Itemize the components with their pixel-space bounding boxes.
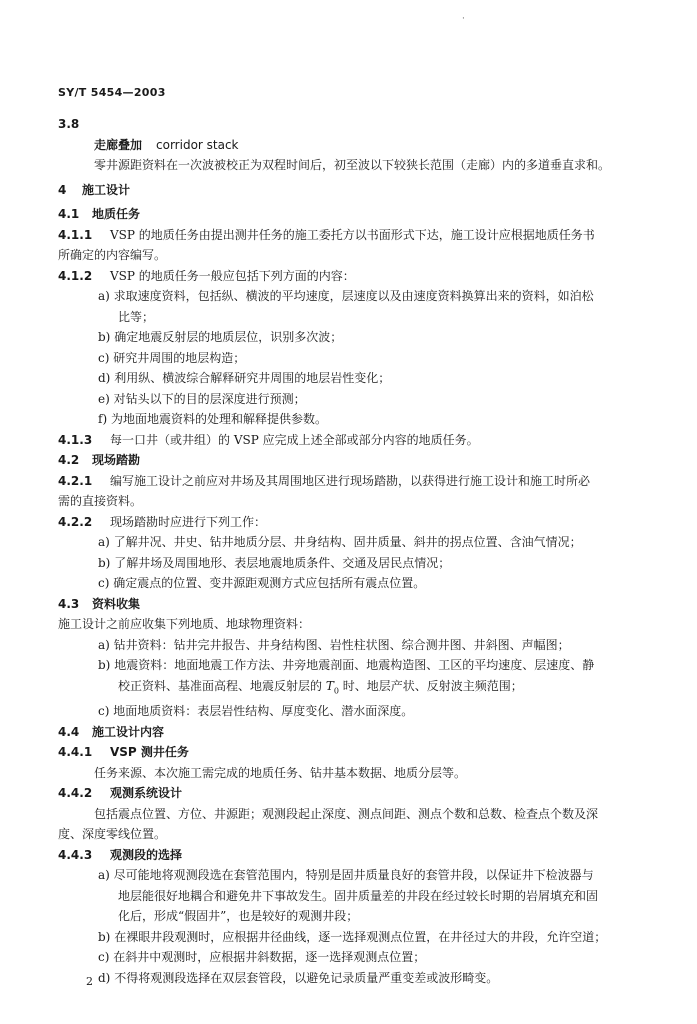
chapter-4-heading	[58, 180, 658, 201]
scan-mark: ·	[462, 14, 465, 24]
section-title: 现场踏勘	[92, 453, 141, 467]
chapter-number: 4	[58, 182, 67, 197]
list-item: a) 求取速度资料，包括纵、横波的平均速度，层速度以及由速度资料换算出来的资料，如泊松	[98, 289, 594, 303]
section-title: 资料收集	[92, 596, 141, 611]
term-english: corridor stack	[156, 137, 239, 152]
section-number: 4.4	[58, 724, 80, 739]
clause-4-1-2-lead	[58, 266, 658, 287]
page-number: 2	[86, 975, 93, 988]
term-chinese: 走廊叠加	[94, 137, 143, 152]
chapter-title: 施工设计	[82, 182, 131, 197]
standard-code-header: SY/T 5454—2003	[58, 86, 166, 99]
clause-text: 每一口井（或井组）的 VSP 应完成上述全部或部分内容的地质任务。	[110, 432, 479, 447]
list-item: c) 确定震点的位置、变井源距观测方式应包括所有震点位置。	[98, 576, 426, 590]
clause-4-4-3-heading	[58, 845, 658, 866]
clause-number: 4.1.1	[58, 227, 93, 242]
clause-4-2-2-lead	[58, 512, 658, 533]
clause-text: 现场踏勘时应进行下列工作：	[110, 514, 267, 529]
section-number: 4.3	[58, 596, 80, 611]
list-item: b) 了解井场及周围地形、表层地震地质条件、交通及居民点情况；	[98, 555, 451, 570]
section-4-4-heading	[58, 722, 658, 743]
clause-number: 4.2.1	[58, 473, 93, 488]
list-item: d) 利用纵、横波综合解释研究井周围的地层岩性变化；	[98, 371, 391, 385]
term-definition: 零井源距资料在一次波被校正为双程时间后，初至波以下较狭长范围（走廊）内的多道垂直求和。	[94, 158, 611, 172]
clause-number: 4.4.1	[58, 745, 93, 760]
clause-number: 4.1.2	[58, 268, 93, 283]
section-number: 4.1	[58, 207, 80, 221]
clause-text: 编写施工设计之前应对井场及其周围地区进行现场踏勘，以获得进行施工设计和施工时所必	[110, 473, 591, 488]
clause-4-1-1-line-2: 所确定的内容编写。	[58, 248, 167, 262]
list-item: c) 在斜井中观测时，应根据井斜数据，逐一选择观测点位置；	[98, 950, 426, 965]
section-title: 地质任务	[92, 207, 141, 221]
clause-4-2-1-line-1	[58, 471, 658, 492]
clause-title: VSP 测井任务	[110, 745, 189, 760]
clause-4-4-2-heading	[58, 783, 658, 804]
clause-4-1-1-line-1	[58, 225, 658, 246]
list-item-continuation: 化后，形成“假固井”，也是较好的观测井段；	[118, 909, 359, 924]
clause-4-2-1-line-2: 需的直接资料。	[58, 494, 143, 508]
clause-4-4-1-text: 任务来源、本次施工需完成的地质任务、钻井基本数据、地质分层等。	[94, 765, 467, 780]
clause-text: VSP 的地质任务由提出测井任务的施工委托方以书面形式下达，施工设计应根据地质任务书	[110, 227, 595, 242]
list-item: a) 尽可能地将观测段选在套管范围内，特别是固井质量良好的套管井段，以保证井下检波器与	[98, 868, 594, 883]
section-title: 施工设计内容	[92, 724, 165, 739]
clause-4-4-2-line-2: 度、深度零线位置。	[58, 827, 167, 842]
list-item-continuation: 校正资料、基准面高程、地震反射层的 $T_0$ 时、地层产状、反射波主频范围；	[118, 678, 523, 695]
clause-number: 4.4.3	[58, 847, 93, 862]
list-item: d) 不得将观测段选择在双层套管段，以避免记录质量严重变差或波形畸变。	[98, 970, 499, 985]
clause-3-8-number: 3.8	[58, 117, 80, 131]
list-item-continuation: 地层能很好地耦合和避免井下事故发生。固井质量差的井段在经过较长时期的岩屑填充和固	[118, 888, 599, 903]
section-4-3-heading	[58, 594, 658, 615]
clause-title: 观测段的选择	[110, 847, 183, 862]
list-item: c) 地面地质资料：表层岩性结构、厚度变化、潜水面深度。	[98, 704, 414, 719]
page-content	[58, 114, 658, 988]
list-item: b) 地震资料：地面地震工作方法、井旁地震剖面、地震构造图、工区的平均速度、层速度、静	[98, 658, 595, 672]
clause-title: 观测系统设计	[110, 786, 183, 801]
clause-number: 4.4.2	[58, 786, 93, 801]
clause-number: 4.1.3	[58, 432, 93, 447]
clause-number: 4.2.2	[58, 514, 93, 529]
section-4-3-lead: 施工设计之前应收集下列地质、地球物理资料：	[58, 617, 311, 631]
list-item: f) 为地面地震资料的处理和解释提供参数。	[98, 412, 327, 426]
clause-text: VSP 的地质任务一般应包括下列方面的内容：	[110, 268, 355, 283]
list-item: b) 在裸眼井段观测时，应根据井径曲线，逐一选择观测点位置，在井径过大的井段，允许空道；	[98, 929, 607, 944]
section-number: 4.2	[58, 453, 80, 467]
list-item-continuation: 比等；	[118, 309, 155, 324]
clause-4-4-2-line-1: 包括震点位置、方位、井源距；观测段起止深度、测点间距、测点个数和总数、检查点个数及深	[94, 806, 599, 821]
clause-3-8-term	[58, 135, 658, 156]
section-4-1-heading	[58, 204, 658, 225]
list-item: a) 了解井况、井史、钻井地质分层、井身结构、固井质量、斜井的拐点位置、含油气情况；	[98, 535, 582, 549]
list-item: e) 对钻头以下的目的层深度进行预测；	[98, 391, 306, 406]
list-item: a) 钻井资料：钻井完井报告、井身结构图、岩性柱状图、综合测井图、井斜图、声幅图；	[98, 637, 570, 652]
list-item: c) 研究井周围的地层构造；	[98, 350, 246, 365]
clause-4-1-3	[58, 430, 658, 451]
list-item: b) 确定地震反射层的地质层位，识别多次波；	[98, 330, 343, 344]
section-4-2-heading	[58, 450, 658, 471]
clause-4-4-1-heading	[58, 742, 658, 763]
